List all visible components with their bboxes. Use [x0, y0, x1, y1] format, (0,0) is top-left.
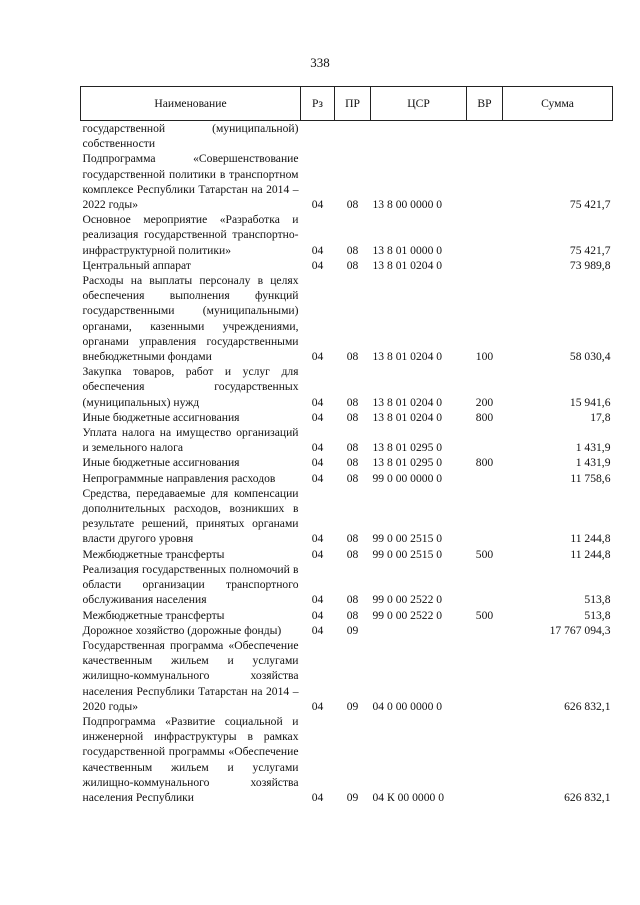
row-sum	[503, 121, 613, 152]
row-vr	[467, 258, 503, 273]
row-vr: 800	[475, 456, 494, 470]
row-pr	[335, 121, 371, 152]
row-rz: 04	[311, 395, 324, 409]
row-csr: 04 К 00 0000 0	[372, 790, 444, 804]
row-pr: 08	[346, 608, 359, 622]
row-name: Государственная программа «Обеспечение качественным жильем и услугами жилищно-коммунального хозяйства населения Республики Татарстан на 2014 – 2020 годы»	[82, 638, 299, 713]
row-pr: 08	[346, 456, 359, 470]
row-csr: 13 8 00 0000 0	[372, 198, 443, 212]
table-row	[81, 212, 613, 258]
row-name: Иные бюджетные ассигнования	[82, 410, 240, 424]
table-row	[81, 547, 613, 562]
row-rz: 04	[311, 456, 324, 470]
table-body	[81, 121, 613, 806]
row-name: Межбюджетные трансферты	[82, 608, 225, 622]
header-vr: ВР	[467, 87, 503, 121]
row-pr: 09	[346, 699, 359, 713]
row-vr	[467, 486, 503, 547]
row-vr	[467, 212, 503, 258]
row-pr: 08	[346, 547, 359, 561]
row-sum: 1 431,9	[575, 441, 611, 455]
row-sum: 11 244,8	[570, 547, 611, 561]
table-row	[81, 425, 613, 455]
row-sum: 11 244,8	[570, 532, 611, 546]
table-row	[81, 121, 613, 152]
row-csr: 13 8 01 0204 0	[372, 410, 443, 424]
row-vr	[467, 562, 503, 608]
page-number: 338	[310, 55, 330, 70]
table-row	[81, 714, 613, 805]
table-row	[81, 486, 613, 547]
row-pr: 08	[346, 243, 359, 257]
row-sum: 75 421,7	[569, 198, 611, 212]
row-csr: 13 8 01 0204 0	[372, 395, 443, 409]
table-row	[81, 273, 613, 364]
row-rz: 04	[311, 593, 324, 607]
row-vr: 500	[475, 608, 494, 622]
row-name: Подпрограмма «Развитие социальной и инженерной инфраструктуры в рамках государственной программы «Обеспечение качественным жильем и услугами жилищно-коммунального хозяйства населения Республики	[82, 714, 299, 804]
row-rz	[301, 121, 335, 152]
row-name: Реализация государственных полномочий в области организации транспортного обслуживания населения	[82, 562, 299, 607]
row-rz: 04	[311, 198, 324, 212]
row-pr: 08	[346, 593, 359, 607]
row-sum: 15 941,6	[569, 395, 611, 409]
row-csr: 13 8 01 0204 0	[372, 350, 443, 364]
row-name: Центральный аппарат	[82, 258, 191, 272]
row-csr: 99 0 00 2522 0	[372, 593, 443, 607]
row-rz: 04	[311, 790, 324, 804]
row-rz: 04	[311, 258, 324, 272]
header-pr: ПР	[335, 87, 371, 121]
row-name: Закупка товаров, работ и услуг для обеспечения государственных (муниципальных) нужд	[82, 365, 299, 409]
row-vr	[467, 425, 503, 455]
row-rz: 04	[311, 699, 324, 713]
row-csr: 13 8 01 0204 0	[372, 258, 443, 272]
row-sum: 75 421,7	[569, 243, 611, 257]
row-rz: 04	[311, 471, 324, 485]
row-pr: 08	[346, 410, 359, 424]
row-name: Уплата налога на имущество организаций и земельного налога	[82, 426, 299, 455]
table-header-row	[81, 87, 613, 121]
row-pr: 08	[346, 441, 359, 455]
row-sum: 17 767 094,3	[549, 623, 611, 637]
row-name: Межбюджетные трансферты	[82, 547, 225, 561]
row-csr: 04 0 00 0000 0	[372, 699, 443, 713]
row-vr: 200	[475, 395, 494, 409]
row-rz: 04	[311, 243, 324, 257]
row-pr: 08	[346, 395, 359, 409]
header-csr: ЦСР	[371, 87, 467, 121]
row-name: Средства, передаваемые для компенсации дополнительных расходов, возникших в результате решений, принятых органами власти другого уровня	[82, 486, 299, 546]
row-sum: 1 431,9	[575, 456, 611, 470]
row-vr: 100	[475, 350, 494, 364]
row-csr: 13 8 01 0000 0	[372, 243, 443, 257]
row-sum: 17,8	[590, 410, 611, 424]
row-vr: 800	[475, 410, 494, 424]
row-csr: 99 0 00 0000 0	[372, 471, 443, 485]
table-row	[81, 364, 613, 410]
row-rz: 04	[311, 532, 324, 546]
row-csr: 99 0 00 2515 0	[372, 547, 443, 561]
row-sum: 11 758,6	[570, 471, 611, 485]
row-vr	[467, 623, 503, 638]
header-rz: Рз	[301, 87, 335, 121]
table-row	[81, 638, 613, 714]
row-csr: 99 0 00 2522 0	[372, 608, 443, 622]
row-name: Иные бюджетные ассигнования	[82, 456, 240, 470]
row-rz: 04	[311, 623, 324, 637]
row-sum: 73 989,8	[569, 258, 611, 272]
row-pr: 08	[346, 258, 359, 272]
row-rz: 04	[311, 608, 324, 622]
row-sum: 626 832,1	[564, 790, 611, 804]
row-csr: 99 0 00 2515 0	[372, 532, 443, 546]
row-pr: 08	[346, 350, 359, 364]
table-row	[81, 608, 613, 623]
header-sum: Сумма	[503, 87, 613, 121]
row-name: Расходы на выплаты персоналу в целях обеспечения выполнения функций государственными (муниципальными) органами, казенными учреждениями, органами управления государственными внебюджетными фондами	[82, 274, 299, 364]
row-name: Подпрограмма «Совершенствование государственной политики в транспортном комплексе Республики Татарстан на 2014 – 2022 годы»	[82, 152, 299, 212]
row-name: Дорожное хозяйство (дорожные фонды)	[82, 623, 282, 637]
row-csr: 13 8 01 0295 0	[372, 456, 443, 470]
table-row	[81, 455, 613, 470]
table-row	[81, 623, 613, 638]
row-pr: 08	[346, 198, 359, 212]
table-row	[81, 471, 613, 486]
row-name: Основное мероприятие «Разработка и реализация государственной транспортно-инфраструктурной политики»	[82, 213, 299, 257]
row-pr: 08	[346, 532, 359, 546]
header-name: Наименование	[81, 87, 301, 121]
row-vr	[467, 638, 503, 714]
budget-table	[80, 86, 613, 805]
row-sum: 513,8	[584, 608, 611, 622]
row-pr: 08	[346, 471, 359, 485]
row-csr	[371, 121, 467, 152]
row-csr	[371, 623, 467, 638]
row-vr	[467, 121, 503, 152]
row-pr: 09	[346, 623, 359, 637]
row-sum: 58 030,4	[569, 350, 611, 364]
row-rz: 04	[311, 547, 324, 561]
table-row	[81, 410, 613, 425]
row-rz: 04	[311, 441, 324, 455]
row-rz: 04	[311, 410, 324, 424]
row-pr: 09	[346, 790, 359, 804]
row-name: государственной (муниципальной) собственности	[82, 122, 299, 151]
row-vr	[467, 714, 503, 805]
row-name: Непрограммные направления расходов	[82, 471, 276, 485]
row-vr	[467, 471, 503, 486]
row-rz: 04	[311, 350, 324, 364]
table-row	[81, 151, 613, 212]
row-sum: 626 832,1	[564, 699, 611, 713]
row-sum: 513,8	[584, 593, 611, 607]
row-vr	[467, 151, 503, 212]
row-csr: 13 8 01 0295 0	[372, 441, 443, 455]
table-row	[81, 562, 613, 608]
table-row	[81, 258, 613, 273]
row-vr: 500	[475, 547, 494, 561]
